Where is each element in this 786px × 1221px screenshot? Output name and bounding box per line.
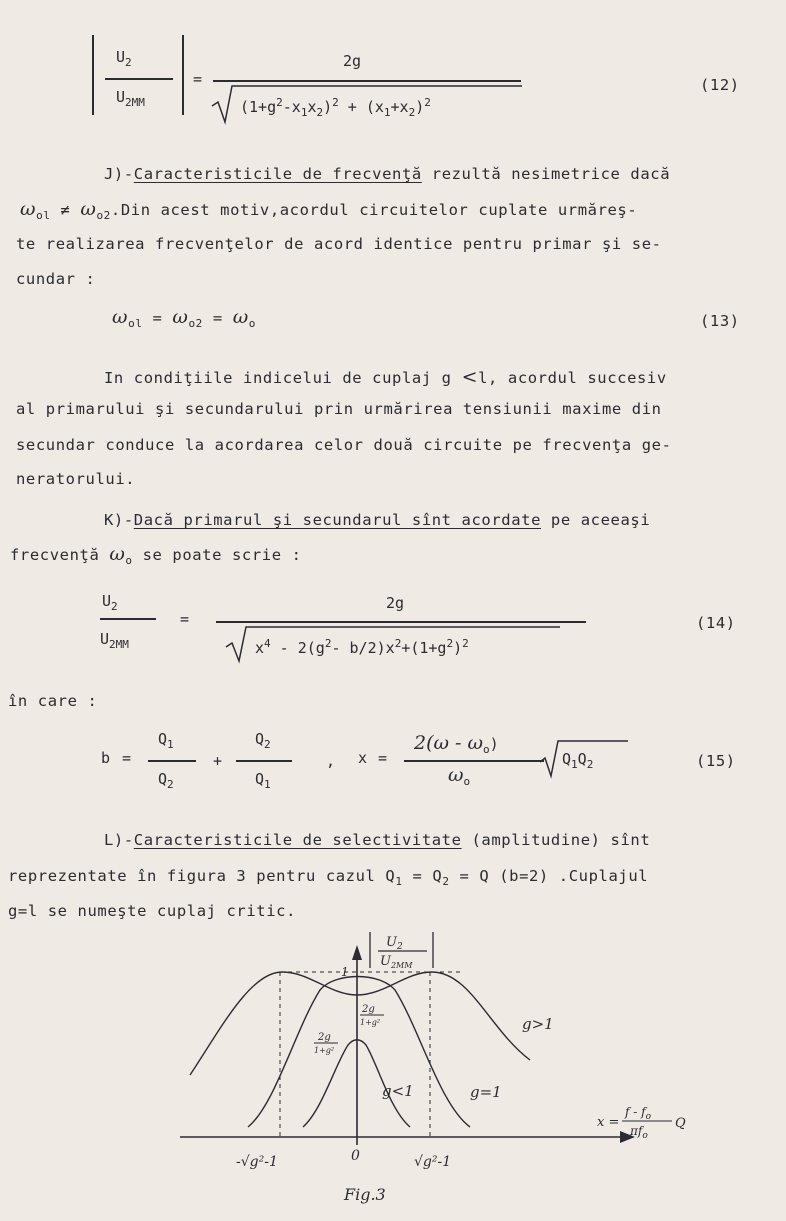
tick-zero: 0	[351, 1148, 360, 1164]
y-axis-arrow	[352, 945, 362, 960]
label-g-greater-than-1: g>1	[522, 1015, 554, 1033]
eq12-equals: =	[193, 70, 203, 88]
figure-caption: Fig.3	[344, 1185, 386, 1204]
label-one: 1	[341, 965, 349, 979]
eq13-body: $\omega_{ol} = \omega_{o2} = \omega_o$	[112, 306, 257, 331]
paragraph-j-line-3: te realizarea frecvenţelor de acord identice pentru primar şi se-	[16, 235, 662, 253]
eq15-equals-2: =	[378, 749, 388, 767]
equation-number-12: (12)	[700, 76, 740, 94]
peak-mid-denominator: 1+g²	[360, 1018, 381, 1027]
xlabel-lhs: x =	[597, 1115, 620, 1130]
curve-g-equals-1	[248, 977, 470, 1128]
tick-left: -√g²-1	[236, 1154, 278, 1170]
in-care-label: în care :	[8, 692, 98, 710]
paragraph-in-line-2: al primarului şi secundarului prin urmărirea tensiunii maxime din	[16, 400, 662, 418]
paragraph-l-line-1: L)-Caracteristicile de selectivitate (amplitudine) sînt	[104, 831, 651, 849]
eq12-lhs-numerator: $U_2$	[116, 48, 132, 69]
eq14-rhs-denominator: $x^4 - 2(g^2-$ $b/2)x^2+(1+g^2)^2$	[255, 637, 469, 657]
eq15-frac2-bar	[236, 760, 292, 762]
paragraph-in-line-3: secundar conduce la acordarea celor două circuite pe frecvenţa ge-	[16, 436, 672, 454]
eq15-comma: ,	[326, 752, 336, 770]
peak-mid-numerator: 2g	[362, 1004, 375, 1015]
abs-bar-right	[182, 35, 184, 115]
paragraph-j-line-1: J)-Caracteristicile de frecvenţă rezultă nesimetrice dacă	[104, 165, 671, 183]
eq15-b: b	[101, 749, 111, 767]
label-g-less-than-1: g<1	[382, 1082, 414, 1100]
equation-number-13: (13)	[700, 312, 740, 330]
paragraph-in-line-1: In condiţiile indicelui de cuplaj g <l, acordul succesiv	[104, 366, 667, 388]
xlabel-numerator: f - $f_o$	[625, 1105, 651, 1122]
eq14-lhs-numerator: $U_2$	[102, 592, 118, 613]
equation-number-15: (15)	[696, 752, 736, 770]
eq12-lhs-bar	[105, 78, 173, 80]
label-g-equals-1: g=1	[470, 1083, 502, 1101]
paragraph-in-line-4: neratorului.	[16, 470, 136, 488]
peak-low-numerator: 2g	[318, 1032, 331, 1043]
paragraph-l-line-3: g=l se numeşte cuplaj critic.	[8, 902, 297, 920]
figure-3	[0, 920, 786, 1220]
paragraph-k-line-2: frecvenţă $\omega_o$ se poate scrie :	[10, 543, 302, 568]
ylabel-numerator: $U_2$	[386, 935, 403, 952]
xlabel-denominator: $\pi f_o$	[630, 1124, 648, 1141]
tick-right: √g²-1	[414, 1154, 452, 1170]
eq12-rhs-bar	[213, 80, 521, 82]
paragraph-j-line-2: $\omega_{ol} \ne \omega_{o2}.Din$ acest motiv,acordul circuitelor cuplate urmăreş-	[20, 198, 638, 223]
paragraph-k-line-1: K)-Dacă primarul şi secundarul sînt acordate pe aceeaşi	[104, 511, 651, 529]
eq15-sqrt-content: $Q_1Q_2$	[562, 750, 594, 771]
peak-low-denominator: 1+g²	[314, 1046, 335, 1055]
eq15-frac3-bar	[404, 760, 544, 762]
eq14-equals: =	[180, 610, 190, 628]
paragraph-l-line-2: reprezentate în figura 3 pentru cazul $Q_1 = Q_2 = Q$ (b=2) .Cuplajul	[8, 867, 649, 889]
eq15-frac3-den: $\omega_o$	[448, 764, 471, 788]
eq12-rhs-denominator: $(1+g^2-x_1x_2)^2 + (x_1+x_2)^2$	[240, 96, 431, 119]
eq15-frac1-bar	[148, 760, 196, 762]
eq15-frac3-num: $2(\omega - \omega_o)$	[414, 732, 499, 756]
eq15-frac2-num: $Q_2$	[255, 730, 271, 751]
eq15-frac1-num: $Q_1$	[158, 730, 174, 751]
eq15-x: x	[358, 749, 368, 767]
equation-number-14: (14)	[696, 614, 736, 632]
eq15-frac1-den: $Q_2$	[158, 770, 174, 791]
eq15-plus: +	[213, 752, 223, 770]
abs-bar-left	[92, 35, 94, 115]
ylabel-denominator: $U_{2MM}$	[380, 954, 413, 970]
paragraph-j-line-4: cundar :	[16, 270, 96, 288]
eq12-lhs-denominator: $U_{2MM}$	[116, 88, 145, 109]
eq14-lhs-denominator: $U_{2MM}$	[100, 630, 129, 651]
eq14-rhs-numerator: 2g	[386, 594, 405, 612]
eq12-rhs-numerator: 2g	[343, 52, 362, 70]
eq14-rhs-bar	[216, 621, 586, 623]
eq15-equals: =	[122, 749, 132, 767]
eq14-lhs-bar	[100, 618, 156, 620]
eq15-frac2-den: $Q_1$	[255, 770, 271, 791]
xlabel-q: Q	[675, 1116, 686, 1131]
